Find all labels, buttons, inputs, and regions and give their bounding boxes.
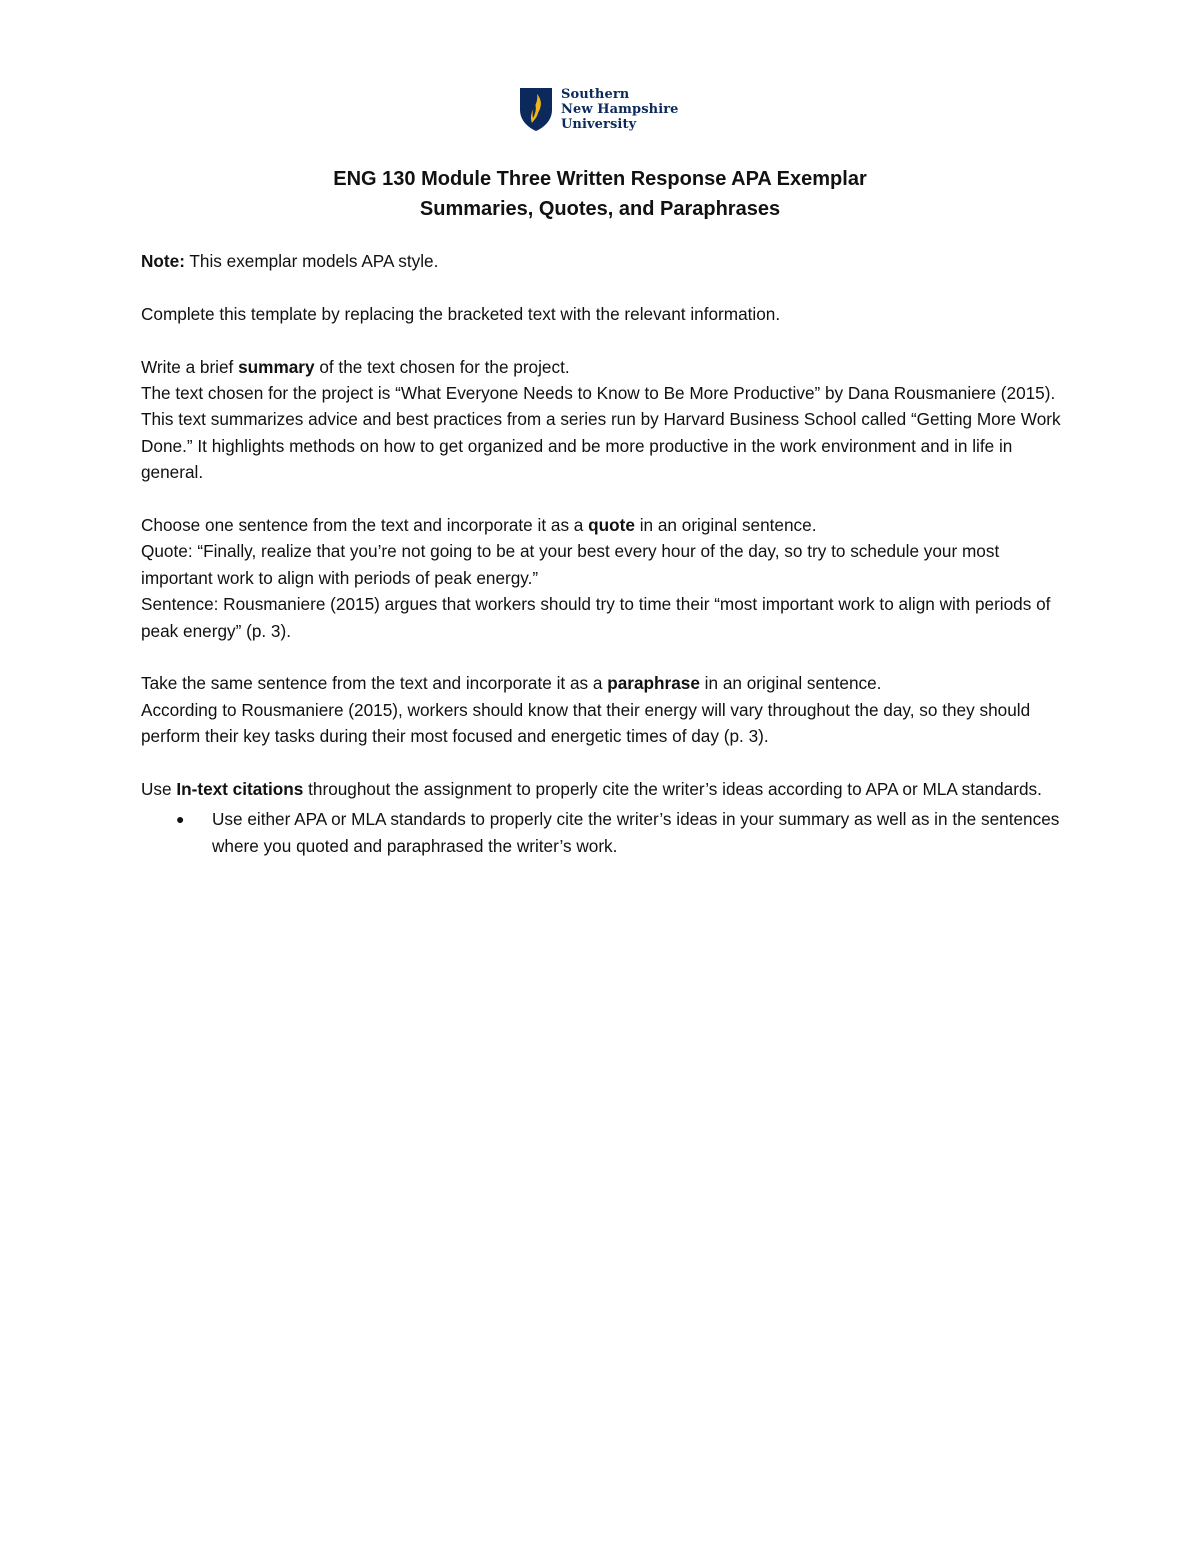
citation-prompt xyxy=(141,776,1066,802)
instruction-paragraph: Complete this template by replacing the bracketed text with the relevant information. xyxy=(141,303,781,324)
summary-keyword: summary xyxy=(238,356,315,377)
quote-text: Quote: “Finally, realize that you’re not going to be at your best every hour of the day, so try to schedule your most important work to align with periods of peak energy.” xyxy=(141,541,1000,588)
summary-prompt xyxy=(141,354,1066,380)
summary-prompt-after: of the text chosen for the project. xyxy=(314,356,570,377)
quote-prompt-after: in an original sentence. xyxy=(634,515,817,536)
paraphrase-prompt-before: Take the same sentence from the text and incorporate it as a xyxy=(141,673,608,694)
summary-prompt-before: Write a brief xyxy=(141,356,239,377)
note-label: Note: xyxy=(141,251,185,271)
citation-prompt-after: throughout the assignment to properly cite the writer’s ideas according to APA or MLA standards. xyxy=(303,779,1042,800)
quote-prompt-before: Choose one sentence from the text and incorporate it as a xyxy=(141,515,589,536)
title-line-2: Summaries, Quotes, and Paraphrases xyxy=(419,198,781,220)
summary-text: The text chosen for the project is “What Everyone Needs to Know to Be More Productive” by Dana Rousmaniere (2015). This text summarizes advice and best practices from a series run by Harvard Business School called “Getting More Work Done.” It highlights methods on how to get organized and be more productive in the work environment and in life in general. xyxy=(141,383,1061,483)
paraphrase-prompt-after: in an original sentence. xyxy=(699,673,882,694)
quote-prompt xyxy=(141,512,1066,538)
paraphrase-keyword: paraphrase xyxy=(607,673,700,694)
logo-line-1: Southern xyxy=(561,86,630,102)
document-title xyxy=(0,164,1200,224)
title-line-1: ENG 130 Module Three Written Response APA Exemplar xyxy=(333,168,867,190)
citation-prompt-before: Use xyxy=(141,779,177,800)
note-paragraph xyxy=(141,248,1066,274)
logo-line-2: New Hampshire xyxy=(561,101,679,117)
document-body xyxy=(141,248,1066,859)
bullet-icon: ● xyxy=(176,811,185,828)
paraphrase-prompt xyxy=(141,670,1066,696)
quote-keyword: quote xyxy=(588,515,635,536)
quote-sentence: Sentence: Rousmaniere (2015) argues that workers should try to time their “most important work to align with periods of peak energy” (p. 3). xyxy=(141,594,1051,641)
note-text: This exemplar models APA style. xyxy=(184,251,439,271)
paraphrase-text: According to Rousmaniere (2015), workers should know that their energy will vary throughout the day, so they should perform their key tasks during their most focused and energetic times of day (p. 3). xyxy=(141,699,1031,747)
shield-flame-icon xyxy=(519,86,553,132)
university-logo xyxy=(519,84,679,134)
list-item xyxy=(176,806,1066,859)
citation-keyword: In-text citations xyxy=(176,779,304,800)
logo-line-3: University xyxy=(561,116,637,132)
university-name xyxy=(561,87,679,132)
bullet-text: Use either APA or MLA standards to properly cite the writer’s ideas in your summary as well as in the sentences where you quoted and paraphrased the writer’s work. xyxy=(212,809,1060,856)
citation-bullet-list xyxy=(141,806,1066,859)
